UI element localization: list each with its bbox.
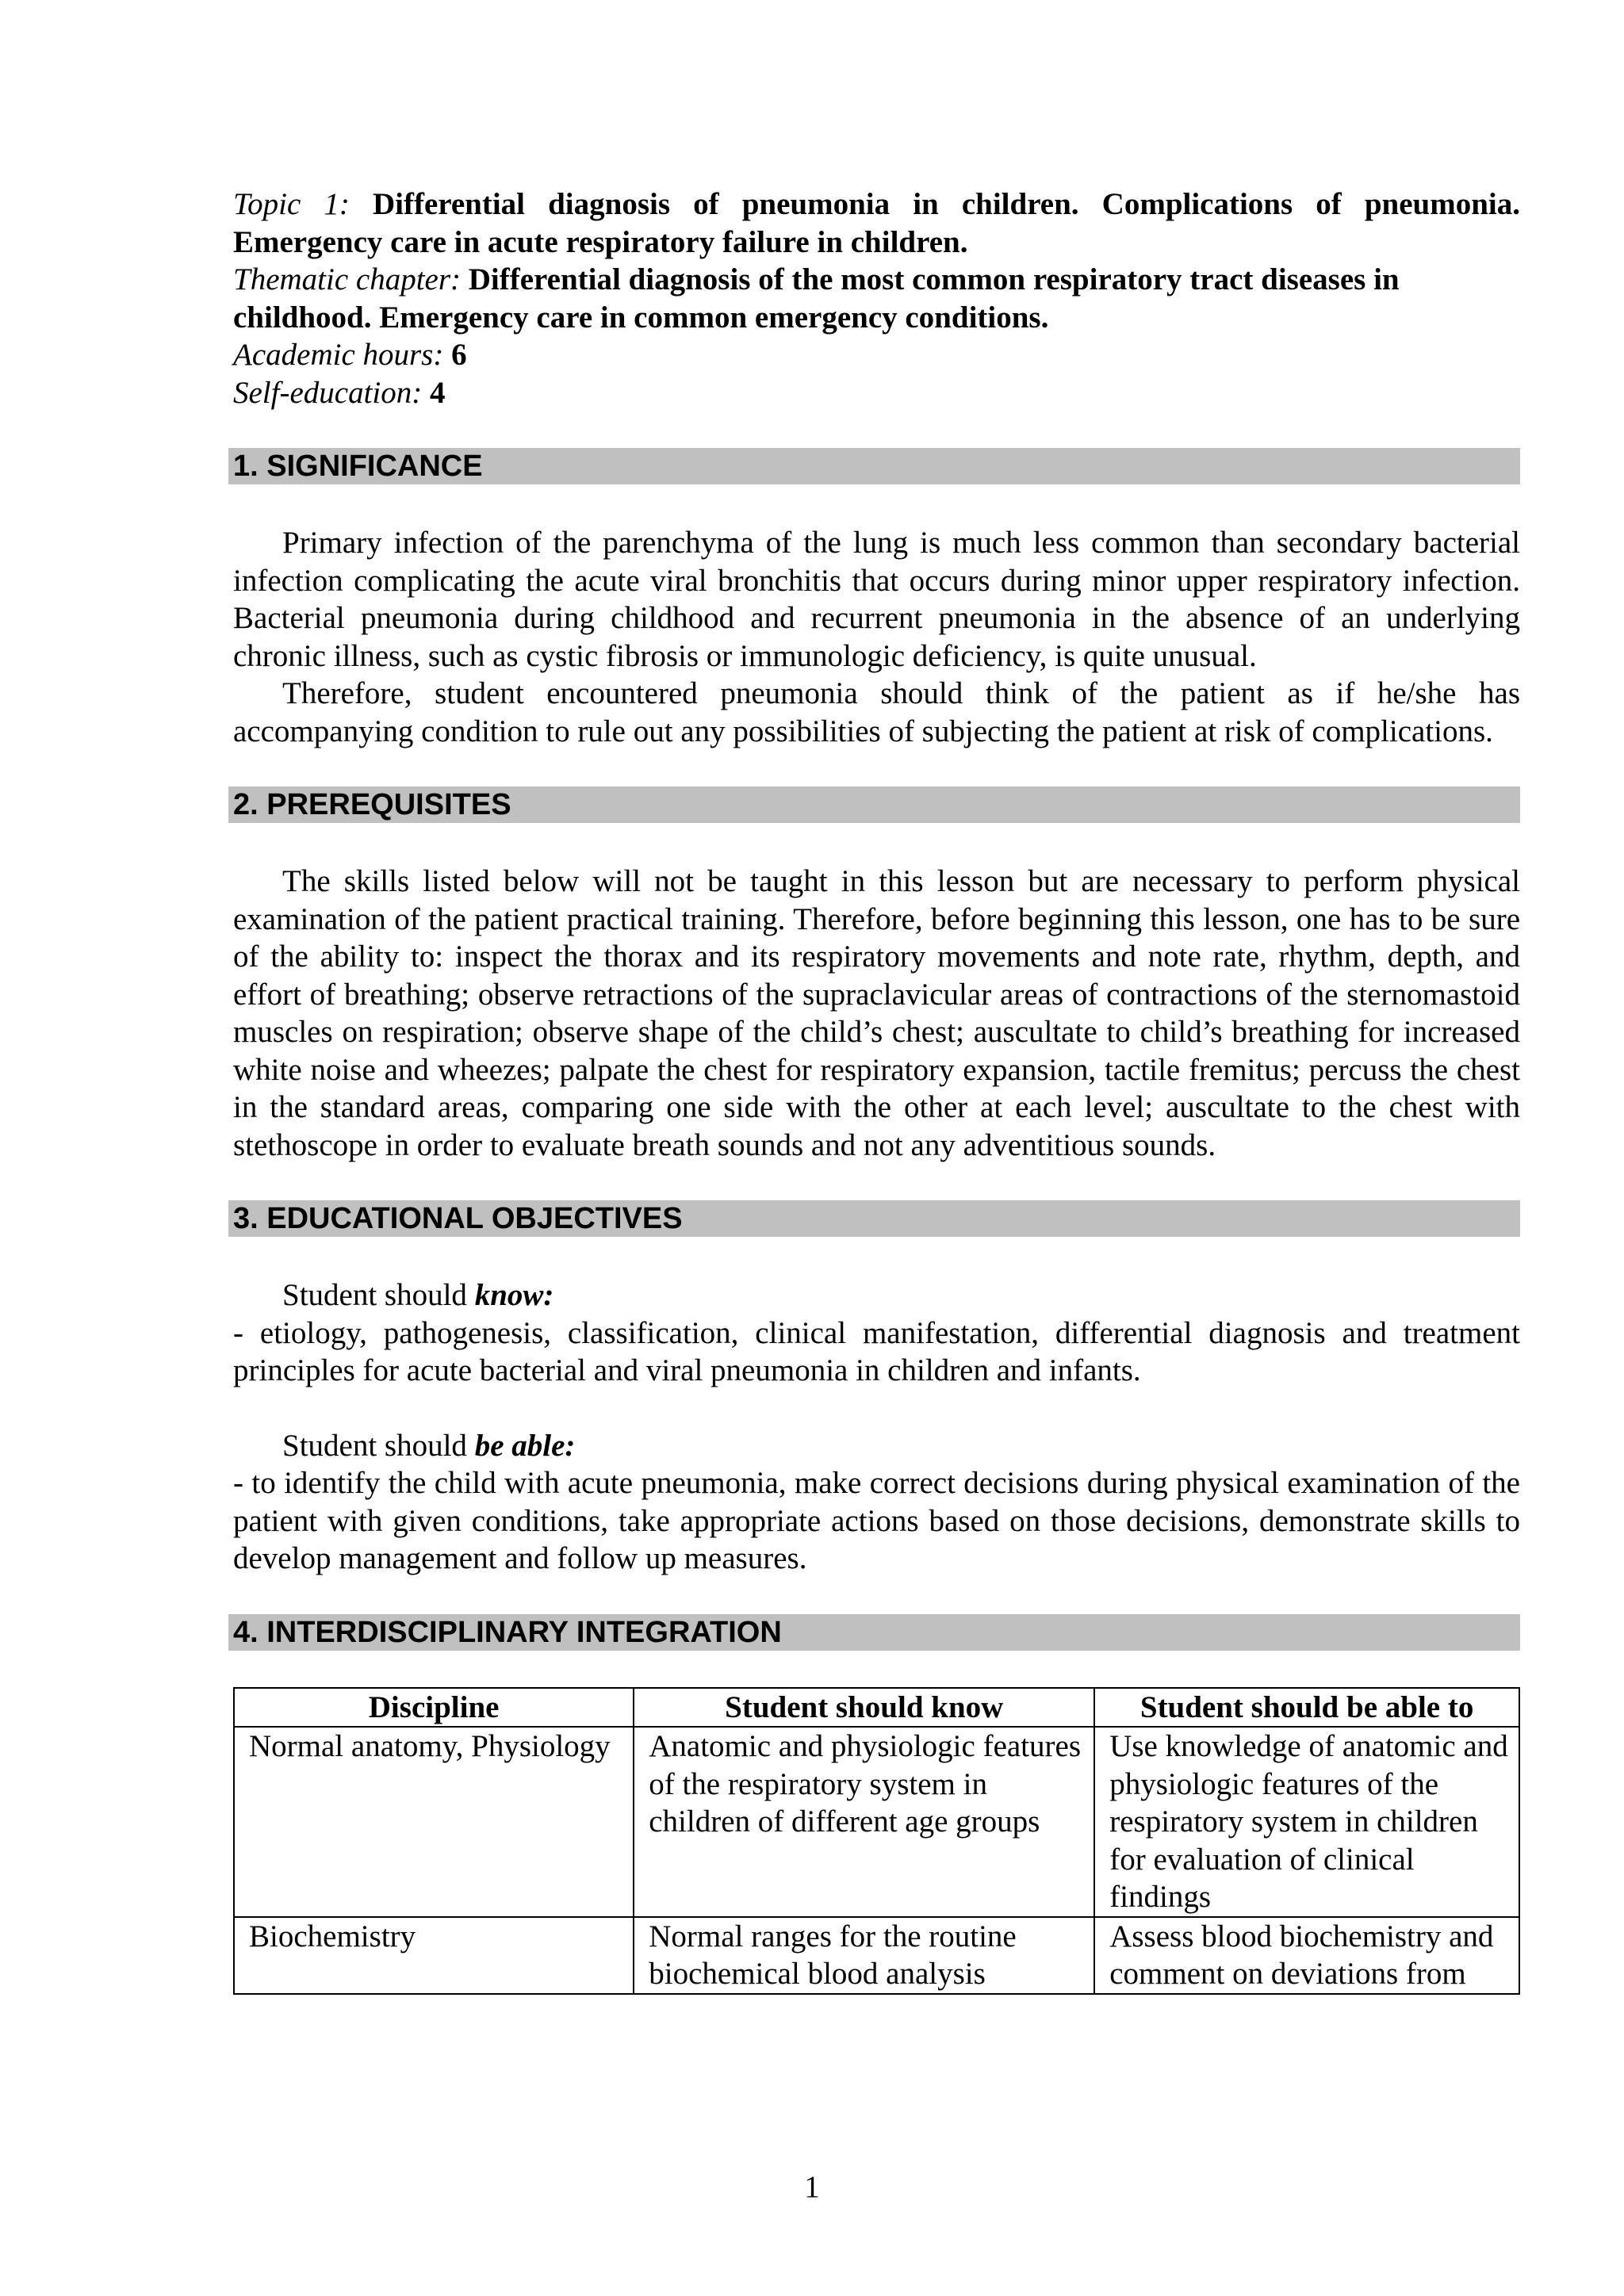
table-row (234, 1917, 1519, 1994)
table-cell: Assess blood biochemistry and comment on deviations from (1094, 1917, 1519, 1994)
section-integration-heading: 4. INTERDISCIPLINARY INTEGRATION (228, 1614, 1520, 1651)
objective-able-word: be able: (474, 1428, 576, 1463)
self-education-value: 4 (430, 375, 446, 410)
page-number: 1 (804, 2170, 820, 2204)
topic-label: Topic 1: (233, 187, 350, 221)
objective-able-heading (233, 1427, 1520, 1465)
document-page (233, 186, 1520, 1995)
table-header-cell: Discipline (234, 1688, 634, 1728)
table-header-cell: Student should be able to (1094, 1688, 1519, 1728)
significance-paragraph-2: Therefore, student encountered pneumonia should think of the patient as if he/she has accompanying condition to rule out any possibilities of subjecting the patient at risk of complications. (233, 676, 1520, 748)
self-education-label: Self-education: (233, 375, 423, 410)
objective-able-text: - to identify the child with acute pneumonia, make correct decisions during physical examination of the patient with given conditions, take appropriate actions based on those decisions, demonstrate skills to develop management and follow up measures. (233, 1466, 1520, 1575)
table-row (234, 1727, 1519, 1917)
objective-know-text: - etiology, pathogenesis, classification, clinical manifestation, differential diagnosis and treatment principles for acute bacterial and viral pneumonia in children and infants. (233, 1315, 1520, 1387)
table-cell: Anatomic and physiologic features of the respiratory system in children of different age groups (634, 1727, 1094, 1917)
chapter-line (233, 261, 1520, 336)
significance-paragraph-1: Primary infection of the parenchyma of the lung is much less common than secondary bacterial infection complicating the acute viral bronchitis that occurs during minor upper respiratory infection. Bacterial pneumonia during childhood and recurrent pneumonia in the absence of an underlying chronic illness, such as cystic fibrosis or immunologic deficiency, is quite unusual. (233, 526, 1520, 673)
objective-able-prefix: Student should (282, 1428, 475, 1463)
objective-know-heading (233, 1276, 1520, 1314)
section-prerequisites-heading: 2. PREREQUISITES (228, 786, 1520, 823)
table-cell: Normal anatomy, Physiology (234, 1727, 634, 1917)
table-cell: Biochemistry (234, 1917, 634, 1994)
objective-know-word: know: (474, 1278, 554, 1312)
prerequisites-paragraph: The skills listed below will not be taught in this lesson but are necessary to perform physical examination of the patient practical training. Therefore, before beginning this lesson, one has to be sure of the ability to: inspect the thorax and its respiratory movements and note rate, rhythm, depth, and effort of breathing; observe retractions of the supraclavicular areas of contractions of the sternomastoid muscles on respiration; observe shape of the child’s chest; auscultate to child’s breathing for increased white noise and wheezes; palpate the chest for respiratory expansion, tactile fremitus; percuss the chest in the standard areas, comparing one side with the other at each level; auscultate to the chest with stethoscope in order to evaluate breath sounds and not any adventitious sounds. (233, 864, 1520, 1162)
objective-know-prefix: Student should (282, 1278, 475, 1312)
self-education-line (233, 374, 1520, 412)
table-header-row (234, 1688, 1519, 1728)
topic-line (233, 186, 1520, 261)
chapter-label: Thematic chapter: (233, 262, 462, 297)
section-significance-heading: 1. SIGNIFICANCE (228, 448, 1520, 484)
hours-value: 6 (451, 338, 467, 372)
hours-line (233, 336, 1520, 374)
topic-title: Differential diagnosis of pneumonia in children. Complications of pneumonia. Emergency care in acute respiratory failure in children. (233, 187, 1521, 259)
section-objectives-heading: 3. EDUCATIONAL OBJECTIVES (228, 1200, 1520, 1237)
integration-table (233, 1687, 1520, 1995)
table-cell: Use knowledge of anatomic and physiologic features of the respiratory system in children for evaluation of clinical findings (1094, 1727, 1519, 1917)
table-header-cell: Student should know (634, 1688, 1094, 1728)
hours-label: Academic hours: (233, 338, 444, 372)
table-cell: Normal ranges for the routine biochemical blood analysis (634, 1917, 1094, 1994)
chapter-title: Differential diagnosis of the most common respiratory tract diseases in childhood. Emergency care in common emergency conditions. (233, 262, 1400, 335)
